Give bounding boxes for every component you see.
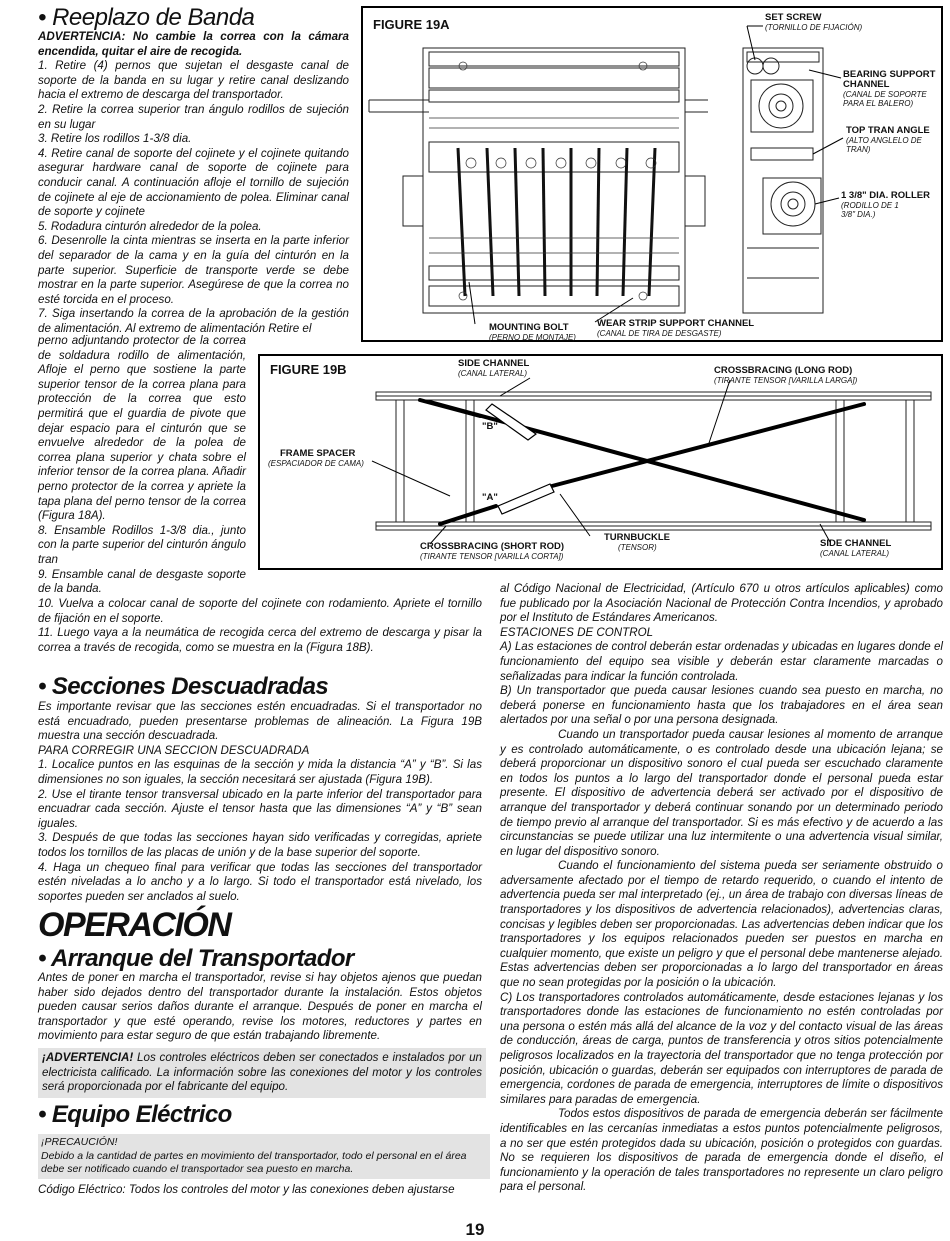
secciones-step: 3. Después de que todas las secciones hayan sido verificadas y corregidas, apriete todos los tornillos de las placas de unión y de la base superior del soporte.: [38, 831, 482, 859]
right-paragraph: Cuando un transportador pueda causar lesiones al momento de arranque y es controlado automáticamente, o es controlado desde una ubicación lejana; se deberá proporcionar un dispositivo sonoro el cual pueda ser escuchado claramente en todos los puntos a lo largo del transportador donde el personal pueda estar presente. El dispositivo de advertencia deberá ser activado por el dispositivo de arranque del transportador y deberá continuar sonando por un determinado periodo de tiempo previo al arranque del transportador. Si es más efectivo y de acuerdo a las circunstancias se puede utilizar una luz intermitente o una advertencia visual similar, en lugar del dispositivo sonoro.: [500, 727, 943, 858]
reemplazo-warning: ADVERTENCIA: No cambie la correa con la cámara encendida, quitar el aire de recogida.: [38, 30, 349, 58]
reemplazo-text-end: [38, 597, 482, 655]
right-paragraph: Cuando el funcionamiento del sistema pueda ser seriamente obstruido o adversamente afectado por el tiempo de retardo requerido, o cuando el intento de advertencia pueda ser mal interpretado (ej., un área de trabajo con diversas líneas de transportadores y los dispositivos de advertencia relacionados), advertencias claras, concisas y legibles deben ser proporcionadas. Las advertencias deben indicar que los transportadores y los equipos relacionados pueden ser puestos en marcha en cualquier momento, que existe un peligro y que el personal debe mantenerse alejado. Estas advertencias deben ser proporcionadas a lo largo del transportador en áreas que no sean protegidas por la posición o la ubicación.: [500, 859, 943, 990]
right-paragraph: B) Un transportador que pueda causar lesiones cuando sea puesto en marcha, no deberá ponerse en funcionamiento hasta que los trabajadores en el área sean alertados por una señal o por una persona designada.: [500, 684, 943, 727]
advertencia-text: Los controles eléctricos deben ser conectados e instalados por un electricista calificado. La información sobre las conexiones del motor y los controles será proporcionada por el fabricante del equipo.: [42, 1051, 482, 1094]
reemplazo-step: 3. Retire los rodillos 1-3/8 dia.: [38, 132, 192, 146]
right-column-text: [500, 582, 943, 1195]
right-paragraph: al Código Nacional de Electricidad, (Artículo 670 u otros artículos aplicables) como fue publicado por la Asociación Nacional de Protección Contra Incendios, y aprobado por el Instituto de Estándares Americanos.: [500, 582, 943, 625]
section-title-secciones: • Secciones Descuadradas: [38, 673, 329, 700]
reemplazo-text-narrow: [38, 334, 246, 597]
secciones-step: 2. Use el tirante tensor transversal ubicado en la parte inferior del transportador para encuadrar cada sección. Ajuste el tensor hasta que las dimensiones “A” y “B” sean iguales.: [38, 787, 482, 830]
label-top-tran-angle: TOP TRAN ANGLE (ALTO ANGLELO DE TRAN): [846, 125, 930, 154]
advertencia-box: [38, 1048, 486, 1098]
label-turnbuckle: TURNBUCKLE (TENSOR): [604, 532, 670, 552]
secciones-intro: Es importante revisar que las secciones estén encuadradas. Si el transportador no está encuadrado, pueden presentarse problemas de alineación. La Figura 19B muestra una sección descuadrada.: [38, 700, 482, 743]
right-paragraph: C) Los transportadores controlados automáticamente, desde estaciones lejanas y los transportadores donde las estaciones de funcionamiento no estén controladas por una persona o estén más allá del alcance de la voz y del contacto visual de las áreas de conducción, áreas de carga, puntos de transferencia y otros sitios potencialmente peligrosos localizados en la trayectoria del transportador que no tenga protección por posición, ubicación o guardas, deberán ser equipados con interruptores de parada de emergencia, cordones de parada de emergencia, interruptores de límite o dispositivos similares para paradas de emergencia.: [500, 990, 943, 1106]
label-side-channel-top: SIDE CHANNEL (CANAL LATERAL): [458, 358, 530, 378]
reemplazo-step: 4. Retire canal de soporte del cojinete y el cojinete quitando asegurar hardware canal de soporte de cojinete para conducir canal. A continuación afloje el tornillo de sujeción de cojinete al eje de accionamiento de polea. Eliminar canal de soporte y cojinete: [38, 146, 349, 219]
precaucion-text: Debido a la cantidad de partes en movimiento del transportador, todo el personal en el área debe ser notificado cuando el transportador sea puesto en marcha.: [41, 1149, 467, 1175]
label-mounting-bolt: MOUNTING BOLT (PERNO DE MONTAJE): [489, 322, 576, 342]
label-crossbracing-long: CROSSBRACING (LONG ROD) (TIRANTE TENSOR [VARILLA LARGA]): [714, 365, 858, 385]
arranque-text: Antes de poner en marcha el transportador, revise si hay objetos ajenos que puedan haber sido dejados dentro del transportador durante la instalación. Estos objetos pueden causar serios daños durante el arranque. Después de poner en marcha el transportador y que esté operando, revise los motores, reductores y partes en movimiento para estar seguro de que están trabajando libremente.: [38, 971, 482, 1043]
label-roller: 1 3/8" DIA. ROLLER (RODILLO DE 1 3/8" DIA.): [841, 190, 930, 219]
figure-19a-title: FIGURE 19A: [373, 17, 450, 32]
advertencia-label: ¡ADVERTENCIA!: [42, 1051, 134, 1064]
reemplazo-step: 2. Retire la correa superior tran ángulo rodillos de sujeción en su lugar: [38, 102, 349, 131]
marker-a: "A": [482, 492, 498, 503]
marker-b: "B": [482, 421, 498, 432]
section-title-arranque: • Arranque del Transportador: [38, 945, 354, 972]
reemplazo-step: 11. Luego vaya a la neumática de recogida cerca del extremo de descarga y pisar la correa a través de recogida, como se muestra en la (Figura 18B).: [38, 626, 482, 654]
reemplazo-step: 10. Vuelva a colocar canal de soporte del cojinete con rodamiento. Apriete el tornillo de fijación en el soporte.: [38, 597, 482, 625]
reemplazo-step-7-cont: perno adjuntando protector de la correa de soldadura rodillo de alimentación, Afloje el perno que sostiene la parte superior tensor de la correa plana para protección de la correa que esto permitirá que el guardia de pivote que dejar espacio para el cinturón que se envuelve alrededor de la polea de correa plana superior y chata sobre el inferior tensor de la correa plana. Añadir perno protector de la correa y apriete la tapa plana del perno tensor de la correa (Figura 18A).: [38, 334, 246, 523]
reemplazo-step: 1. Retire (4) pernos que sujetan el desgaste canal de soporte de la banda en su lugar y retire canal deslizando hacia el extremo de descarga del transportador.: [38, 59, 349, 102]
figure-19a-drawing: [363, 8, 941, 340]
operacion-title: OPERACIÓN: [38, 906, 231, 944]
page-number: 19: [465, 1220, 485, 1239]
precaucion-box: [38, 1134, 490, 1179]
precaucion-label: ¡PRECAUCIÓN!: [41, 1136, 118, 1148]
reemplazo-step: 9. Ensamble canal de desgaste soporte de la banda.: [38, 567, 246, 596]
reemplazo-step: 6. Desenrolle la cinta mientras se inserta en la parte inferior del separador de la cama y en la guía del cinturón en la parte superior. Superficie de transporte verde se debe mostrar en la parte superior. Asegúrese de que la correa no esté torcida en el proceso.: [38, 234, 349, 306]
label-set-screw: SET SCREW (TORNILLO DE FIJACIÓN): [765, 12, 863, 32]
right-paragraph: A) Las estaciones de control deberán estar ordenadas y ubicadas en lugares donde el funcionamiento del equipo sea visible y deberán estar claramente marcadas o señalizadas para indicar la función controlada.: [500, 640, 943, 683]
right-paragraph: Todos estos dispositivos de parada de emergencia deberán ser fácilmente identificables en las cercanías inmediatas a estos puntos potencialmente peligrosos, a no ser que estén protegidos dada su ubicación, posición o protegidos con guardas. No se requieren los dispositivos de parada de emergencia donde el diseño, el funcionamiento y la operación de tales transportadores no represente un claro peligro para el personal.: [500, 1107, 943, 1194]
reemplazo-step: 5. Rodadura cinturón alrededor de la polea.: [38, 219, 262, 233]
figure-19b: [258, 354, 943, 570]
section-title-equipo: • Equipo Eléctrico: [38, 1101, 232, 1128]
label-side-channel-bottom: SIDE CHANNEL (CANAL LATERAL): [820, 538, 892, 558]
estaciones-heading: ESTACIONES DE CONTROL: [500, 625, 654, 639]
secciones-subtitle: PARA CORREGIR UNA SECCION DESCUADRADA: [38, 743, 310, 757]
reemplazo-step: 7. Siga insertando la correa de la aprobación de la gestión de alimentación. Al extremo de alimentación Retire el: [38, 307, 349, 335]
secciones-step: 1. Localice puntos en las esquinas de la sección y mida la distancia “A” y “B”. Si las dimensiones no son iguales, la sección necesitará ser ajustada (Figura 19B).: [38, 758, 482, 786]
label-wear-strip: WEAR STRIP SUPPORT CHANNEL (CANAL DE TIRA DE DESGASTE): [597, 318, 755, 338]
figure-19b-title: FIGURE 19B: [270, 362, 347, 377]
figure-19a: [361, 6, 943, 342]
codigo-text: Código Eléctrico: Todos los controles del motor y las conexiones deben ajustarse: [38, 1183, 455, 1196]
label-bearing-support-channel: BEARING SUPPORT CHANNEL (CANAL DE SOPORTE PARA EL BALERO): [843, 69, 936, 108]
reemplazo-text: [38, 30, 349, 336]
label-crossbracing-short: CROSSBRACING (SHORT ROD) (TIRANTE TENSOR [VARILLA CORTA]): [420, 541, 565, 561]
secciones-step: 4. Haga un chequeo final para verificar que todas las secciones del transportador estén niveladas a lo ancho y a lo largo. Si todo el transportador está nivelado, los soportes pueden ser anclados al suelo.: [38, 860, 482, 903]
reemplazo-step: 8. Ensamble Rodillos 1-3/8 dia., junto con la parte superior del cinturón ángulo tran: [38, 523, 246, 566]
secciones-text: [38, 700, 482, 904]
section-title-reemplazo: • Reeplazo de Banda: [38, 4, 255, 31]
label-frame-spacer: FRAME SPACER (ESPACIADOR DE CAMA): [268, 448, 364, 468]
